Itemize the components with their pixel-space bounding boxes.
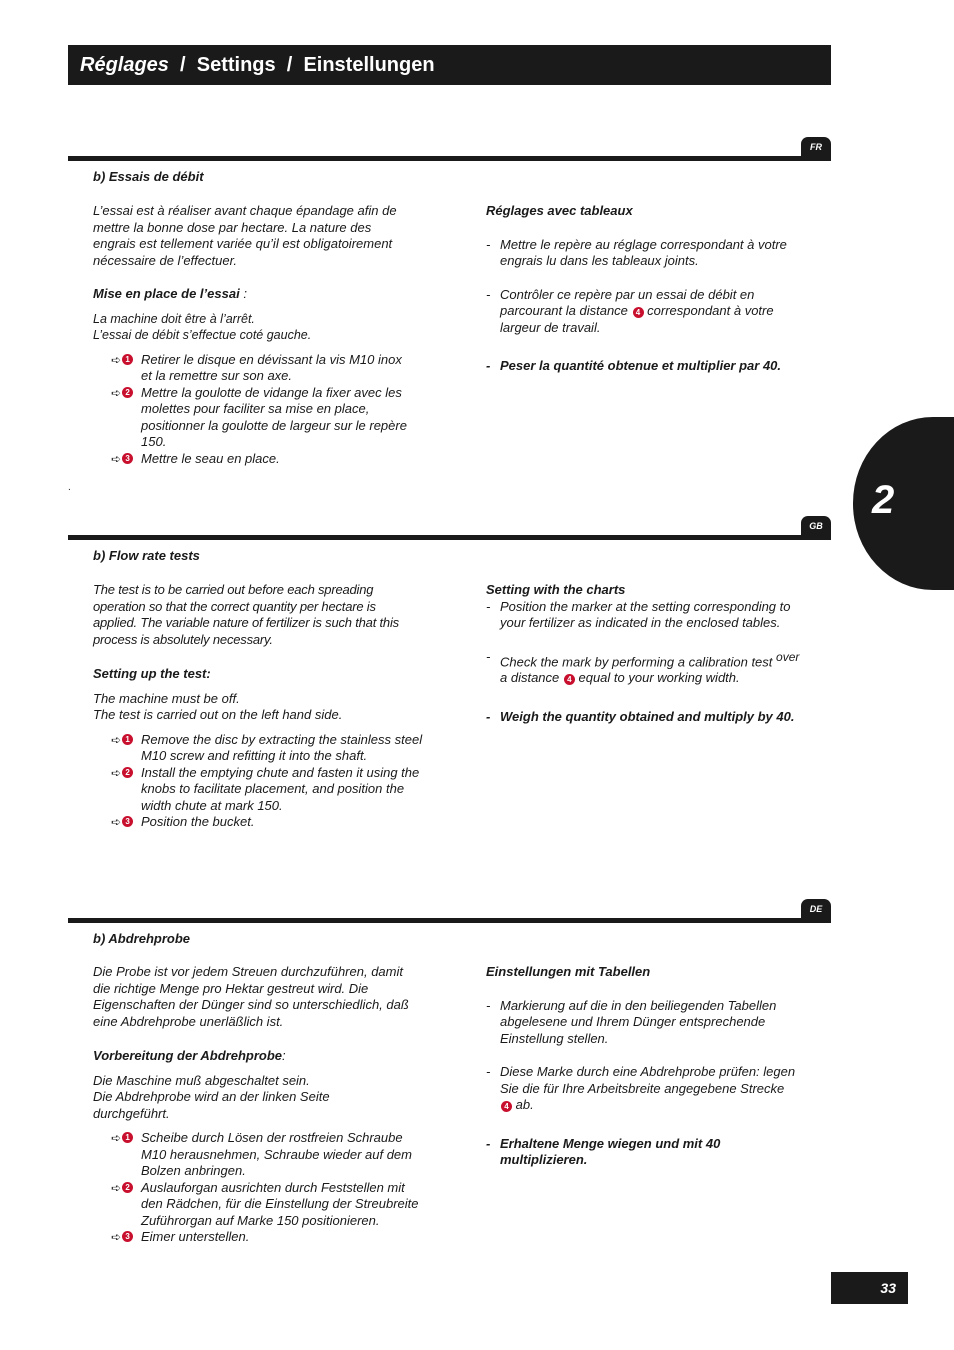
intro-text: The test is to be carried out before each spreading operation so that the correct quantity per hectare is applied. The variable nature of fertilizer is such that this process is absolutely necessary.: [93, 582, 399, 647]
step-number-badge: 2: [122, 387, 133, 398]
arrow-right-icon: ➪: [111, 352, 122, 367]
left-column-fr: [93, 203, 413, 467]
header-title-de: Einstellungen: [303, 53, 435, 76]
step-item: [111, 814, 423, 831]
step-number-badge: 3: [122, 1231, 133, 1242]
step-number-badge: 1: [122, 734, 133, 745]
step-item: [111, 1130, 423, 1180]
setup-line: Die Maschine muß abgeschaltet sein.: [93, 1072, 310, 1088]
step-text: Scheibe durch Lösen der rostfreien Schraube M10 herausnehmen, Schraube wieder auf dem Bolzen anbringen.: [141, 1130, 412, 1178]
section-rule: [68, 918, 831, 923]
dash-item: - Peser la quantité obtenue et multiplier par 40.: [486, 358, 782, 373]
step-number-badge: 1: [122, 1132, 133, 1143]
step-item: [111, 385, 413, 451]
dash-item: - Weigh the quantity obtained and multiply by 40.: [486, 708, 795, 724]
step-number-badge: 1: [122, 354, 133, 365]
dash-item: - Mettre le repère au réglage correspondant à votre engrais lu dans les tableaux joints.: [486, 236, 787, 268]
intro-text: L’essai est à réaliser avant chaque épandage afin de mettre la bonne dose par hectare. La nature des engrais est tellement variée qu’il est obligatoirement nécessaire de l’effectuer.: [93, 203, 397, 268]
step-number-badge: 3: [122, 816, 133, 827]
intro-text: Die Probe ist vor jedem Streuen durchzuführen, damit die richtige Menge pro Hektar gestreut wird. Die Eigenschaften der Dünger sind so unterschiedlich, daß eine Abdrehprobe unerläßlich ist.: [93, 964, 409, 1029]
arrow-right-icon: ➪: [111, 1230, 122, 1244]
setup-line: The machine must be off.: [93, 690, 240, 706]
right-heading: Setting with the charts: [486, 582, 626, 597]
right-heading: Réglages avec tableaux: [486, 203, 633, 218]
arrow-right-icon: ➪: [111, 1180, 122, 1195]
step-item: [111, 451, 413, 468]
step-text: Position the bucket.: [141, 814, 255, 829]
chapter-number: 2: [872, 478, 895, 522]
header-title-fr: Réglages: [80, 53, 169, 76]
right-column-de: [486, 964, 796, 1169]
dash-item: - Position the marker at the setting corresponding to your fertilizer as indicated in the enclosed tables.: [486, 598, 791, 630]
arrow-right-icon: ➪: [111, 765, 122, 780]
left-column-gb: [93, 582, 423, 831]
right-column-gb: [486, 582, 811, 725]
dash-item: - Markierung auf die in den beiliegenden Tabellen abgelesene und Ihrem Dünger entsprechende Einstellung stellen.: [486, 997, 777, 1046]
step-text: Retirer le disque en dévissant la vis M10 inox et la remettre sur son axe.: [141, 351, 402, 383]
setup-line: The test is carried out on the left hand side.: [93, 707, 343, 722]
lang-tab-gb: GB: [801, 516, 831, 536]
dash-item: - Diese Marke durch eine Abdrehprobe prüfen: legen Sie die für Ihre Arbeitsbreite angegebene Strecke 4 ab.: [486, 1064, 796, 1112]
section-rule: [68, 156, 831, 161]
page-header: [68, 45, 831, 85]
left-column-de: [93, 964, 423, 1246]
section-title-gb: b) Flow rate tests: [93, 548, 200, 563]
chapter-tab: [853, 417, 954, 590]
setup-line: Die Abdrehprobe wird an der linken Seite durchgeführt.: [93, 1089, 330, 1121]
lang-tab-fr: FR: [801, 137, 831, 157]
step-text: Mettre le seau en place.: [141, 450, 280, 466]
arrow-right-icon: ➪: [111, 815, 122, 829]
arrow-right-icon: ➪: [111, 732, 122, 747]
step-item: [111, 352, 413, 385]
step-item: [111, 1180, 423, 1230]
step-item: [111, 732, 423, 765]
step-number-badge: 4: [633, 307, 644, 318]
page-number: 33: [831, 1272, 908, 1304]
header-separator: /: [275, 53, 304, 76]
step-text: Mettre la goulotte de vidange la fixer avec les molettes pour faciliter sa mise en place, positionner la goulotte de largeur sur le repère 150.: [141, 384, 407, 449]
step-text: Install the emptying chute and fasten it using the knobs to facilitate placement, and position the width chute at mark 150.: [141, 764, 420, 813]
step-number-badge: 3: [122, 453, 133, 464]
section-title-de: b) Abdrehprobe: [93, 931, 191, 946]
dash-item: - Erhaltene Menge wiegen und mit 40 multiplizieren.: [486, 1135, 721, 1167]
section-title-fr: b) Essais de débit: [93, 169, 204, 184]
arrow-right-icon: ➪: [111, 1131, 122, 1145]
step-number-badge: 4: [501, 1101, 512, 1112]
step-item: [111, 1229, 423, 1246]
arrow-right-icon: ➪: [111, 385, 122, 400]
step-text: Remove the disc by extracting the stainless steel M10 screw and refitting it into the shaft.: [141, 731, 423, 763]
stray-mark: .: [68, 482, 71, 493]
step-item: [111, 765, 423, 815]
step-text: Eimer unterstellen.: [141, 1229, 250, 1244]
section-rule: [68, 535, 831, 540]
header-title-gb: Settings: [196, 53, 276, 76]
setup-heading: Mise en place de l’essai :: [93, 286, 247, 301]
dash-item: - Contrôler ce repère par un essai de débit en parcourant la distance 4 correspondant à votre largeur de travail.: [486, 286, 774, 335]
arrow-right-icon: ➪: [111, 451, 122, 466]
step-number-badge: 4: [564, 674, 575, 685]
right-heading: Einstellungen mit Tabellen: [486, 964, 651, 979]
step-text: Auslauforgan ausrichten durch Feststellen mit den Rädchen, für die Einstellung der Streubreite Zuführorgan auf Marke 150 positionieren.: [141, 1179, 419, 1228]
setup-line: L’essai de débit s’effectue coté gauche.: [93, 328, 312, 342]
setup-heading: Vorbereitung der Abdrehprobe:: [93, 1048, 286, 1063]
dash-item: - Check the mark by performing a calibration test $^{over}$ a distance 4 equal to your working width.: [486, 648, 800, 686]
right-column-fr: [486, 203, 806, 375]
setup-line: La machine doit être à l’arrêt.: [93, 311, 255, 326]
lang-tab-de: DE: [801, 899, 831, 919]
step-number-badge: 2: [122, 1182, 133, 1193]
step-number-badge: 2: [122, 767, 133, 778]
setup-heading: Setting up the test:: [93, 666, 211, 681]
header-separator: /: [168, 53, 197, 76]
